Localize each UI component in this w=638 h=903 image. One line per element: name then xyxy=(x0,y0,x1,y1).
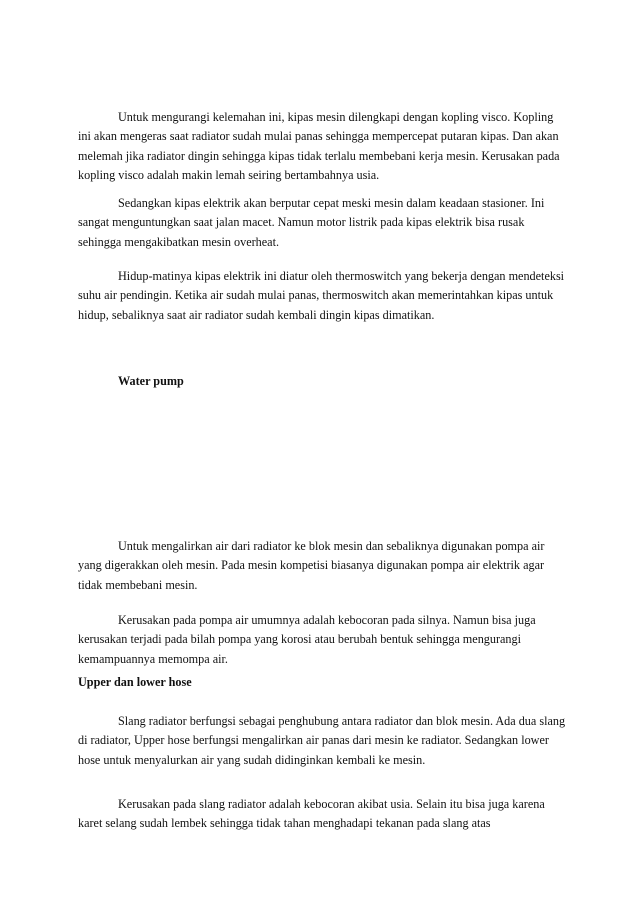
paragraph-thermoswitch: Hidup-matinya kipas elektrik ini diatur oleh thermoswitch yang bekerja dengan mendeteksi suhu air pendingin. Ketika air sudah mulai panas, thermoswitch akan memerintahkan kipas untuk hidup, sebaliknya saat air radiator sudah kembali dingin kipas dimatikan. xyxy=(78,269,565,322)
paragraph-visco-coupling: Untuk mengurangi kelemahan ini, kipas mesin dilengkapi dengan kopling visco. Kopling ini akan mengeras saat radiator sudah mulai panas sehingga mempercepat putaran kipas. Dan akan melemah jika radiator dingin sehingga kipas tidak terlalu membebani kerja mesin. Kerusakan pada kopling visco adalah makin lemah seiring bertambahnya usia. xyxy=(78,110,560,182)
paragraph-water-pump-function: Untuk mengalirkan air dari radiator ke blok mesin dan sebaliknya digunakan pompa air yang digerakkan oleh mesin. Pada mesin kompetisi biasanya digunakan pompa air elektrik agar tidak membebani mesin. xyxy=(78,539,545,592)
blank-figure-area xyxy=(78,400,568,525)
paragraph-hose-function: Slang radiator berfungsi sebagai penghubung antara radiator dan blok mesin. Ada dua slang di radiator, Upper hose berfungsi mengalirkan air panas dari mesin ke radiator. Sedangkan lower hose untuk menyalurkan air yang sudah didinginkan kembali ke mesin. xyxy=(78,714,566,767)
paragraph-water-pump-damage: Kerusakan pada pompa air umumnya adalah kebocoran pada silnya. Namun bisa juga kerusakan terjadi pada bilah pompa yang korosi atau berubah bentuk sehingga mengurangi kemampuannya memompa air. xyxy=(78,613,536,666)
paragraph-hose-damage: Kerusakan pada slang radiator adalah kebocoran akibat usia. Selain itu bisa juga karena karet selang sudah lembek sehingga tidak tahan menghadapi tekanan pada slang atas xyxy=(78,797,545,831)
heading-water-pump: Water pump xyxy=(118,374,184,388)
paragraph-electric-fan: Sedangkan kipas elektrik akan berputar cepat meski mesin dalam keadaan stasioner. Ini sangat menguntungkan saat jalan macet. Namun motor listrik pada kipas elektrik bisa rusak sehingga mengakibatkan mesin overheat. xyxy=(78,196,545,249)
heading-upper-lower-hose: Upper dan lower hose xyxy=(78,675,192,689)
